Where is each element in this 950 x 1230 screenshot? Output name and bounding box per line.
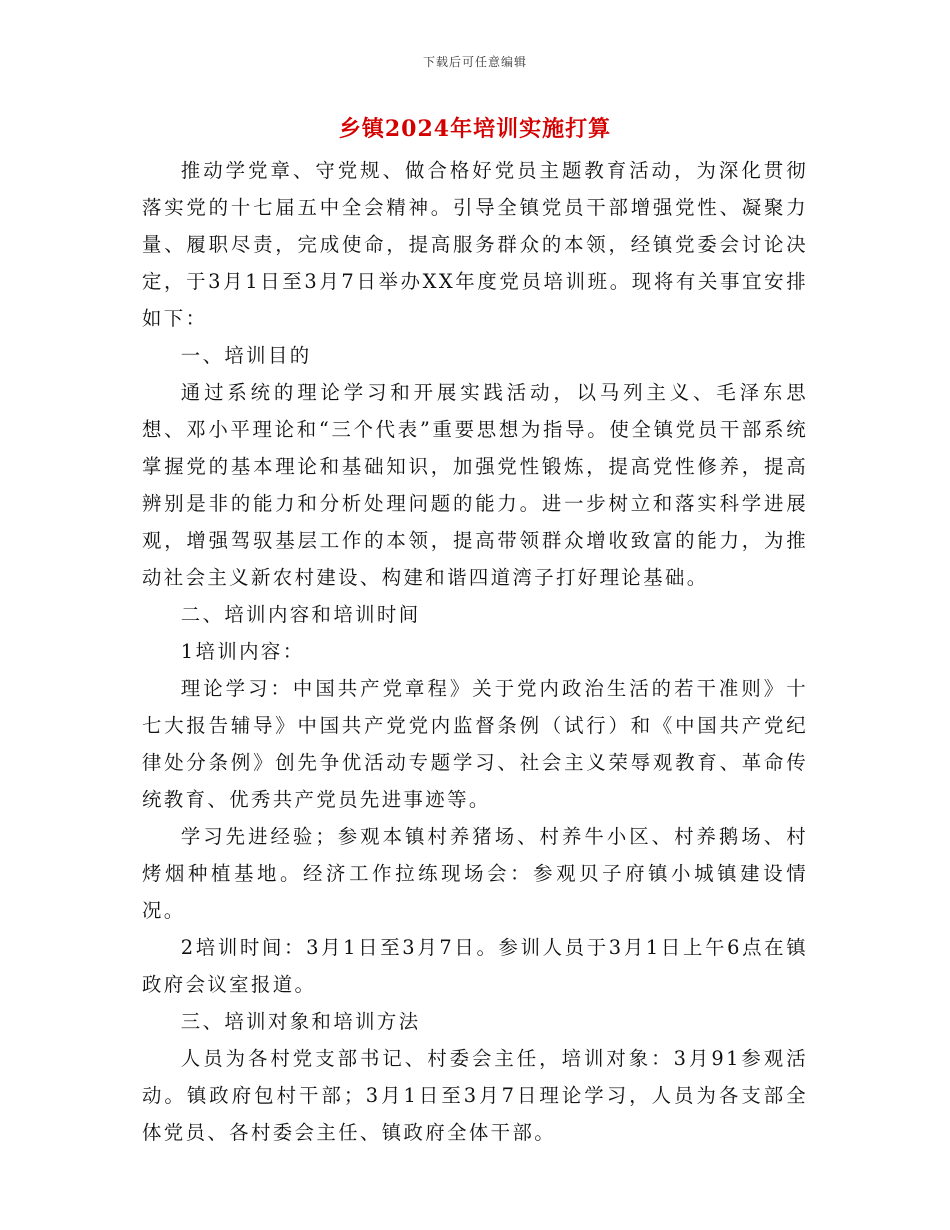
section-heading-content-time: 二、培训内容和培训时间 bbox=[180, 603, 421, 626]
document-title: 乡镇2024年培训实施打算 bbox=[338, 116, 612, 142]
paragraph-training-time: 2培训时间：3月1日至3月7日。参训人员于3月1日上午6点在镇政府会议室报道。 bbox=[142, 936, 808, 996]
page-header-note: 下载后可任意编辑 bbox=[422, 55, 527, 69]
section-heading-participants-methods: 三、培训对象和培训方法 bbox=[180, 1010, 421, 1033]
paragraph-participants: 人员为各村党支部书记、村委会主任，培训对象：3月91参观活动。镇政府包村干部；3月1日至3月7日理论学习，人员为各支部全体党员、各村委会主任、镇政府全体干部。 bbox=[142, 1047, 808, 1144]
document-body bbox=[142, 152, 808, 1151]
paragraph-advanced-experience: 学习先进经验；参观本镇村养猪场、村养牛小区、村养鹅场、村烤烟种植基地。经济工作拉练现场会：参观贝子府镇小城镇建设情况。 bbox=[142, 825, 808, 922]
paragraph-training-goal: 通过系统的理论学习和开展实践活动，以马列主义、毛泽东思想、邓小平理论和“三个代表”重要思想为指导。使全镇党员干部系统掌握党的基本理论和基础知识，加强党性锻炼，提高党性修养，提高辨别是非的能力和分析处理问题的能力。进一步树立和落实科学进展观，增强驾驭基层工作的本领，提高带领群众增收致富的能力，为推动社会主义新农村建设、构建和谐四道湾子打好理论基础。 bbox=[142, 381, 808, 589]
section-heading-training-goal: 一、培训目的 bbox=[180, 344, 312, 367]
paragraph-theory-study: 理论学习：中国共产党章程》关于党内政治生活的若干准则》十七大报告辅导》中国共产党党内监督条例（试行）和《中国共产党纪律处分条例》创先争优活动专题学习、社会主义荣辱观教育、革命传统教育、优秀共产党员先进事迹等。 bbox=[142, 677, 808, 811]
subheading-training-content: 1培训内容： bbox=[180, 640, 305, 663]
paragraph-intro: 推动学党章、守党规、做合格好党员主题教育活动，为深化贯彻落实党的十七届五中全会精神。引导全镇党员干部增强党性、凝聚力量、履职尽责，完成使命，提高服务群众的本领，经镇党委会讨论决定，于3月1日至3月7日举办XX年度党员培训班。现将有关事宜安排如下： bbox=[142, 159, 808, 330]
